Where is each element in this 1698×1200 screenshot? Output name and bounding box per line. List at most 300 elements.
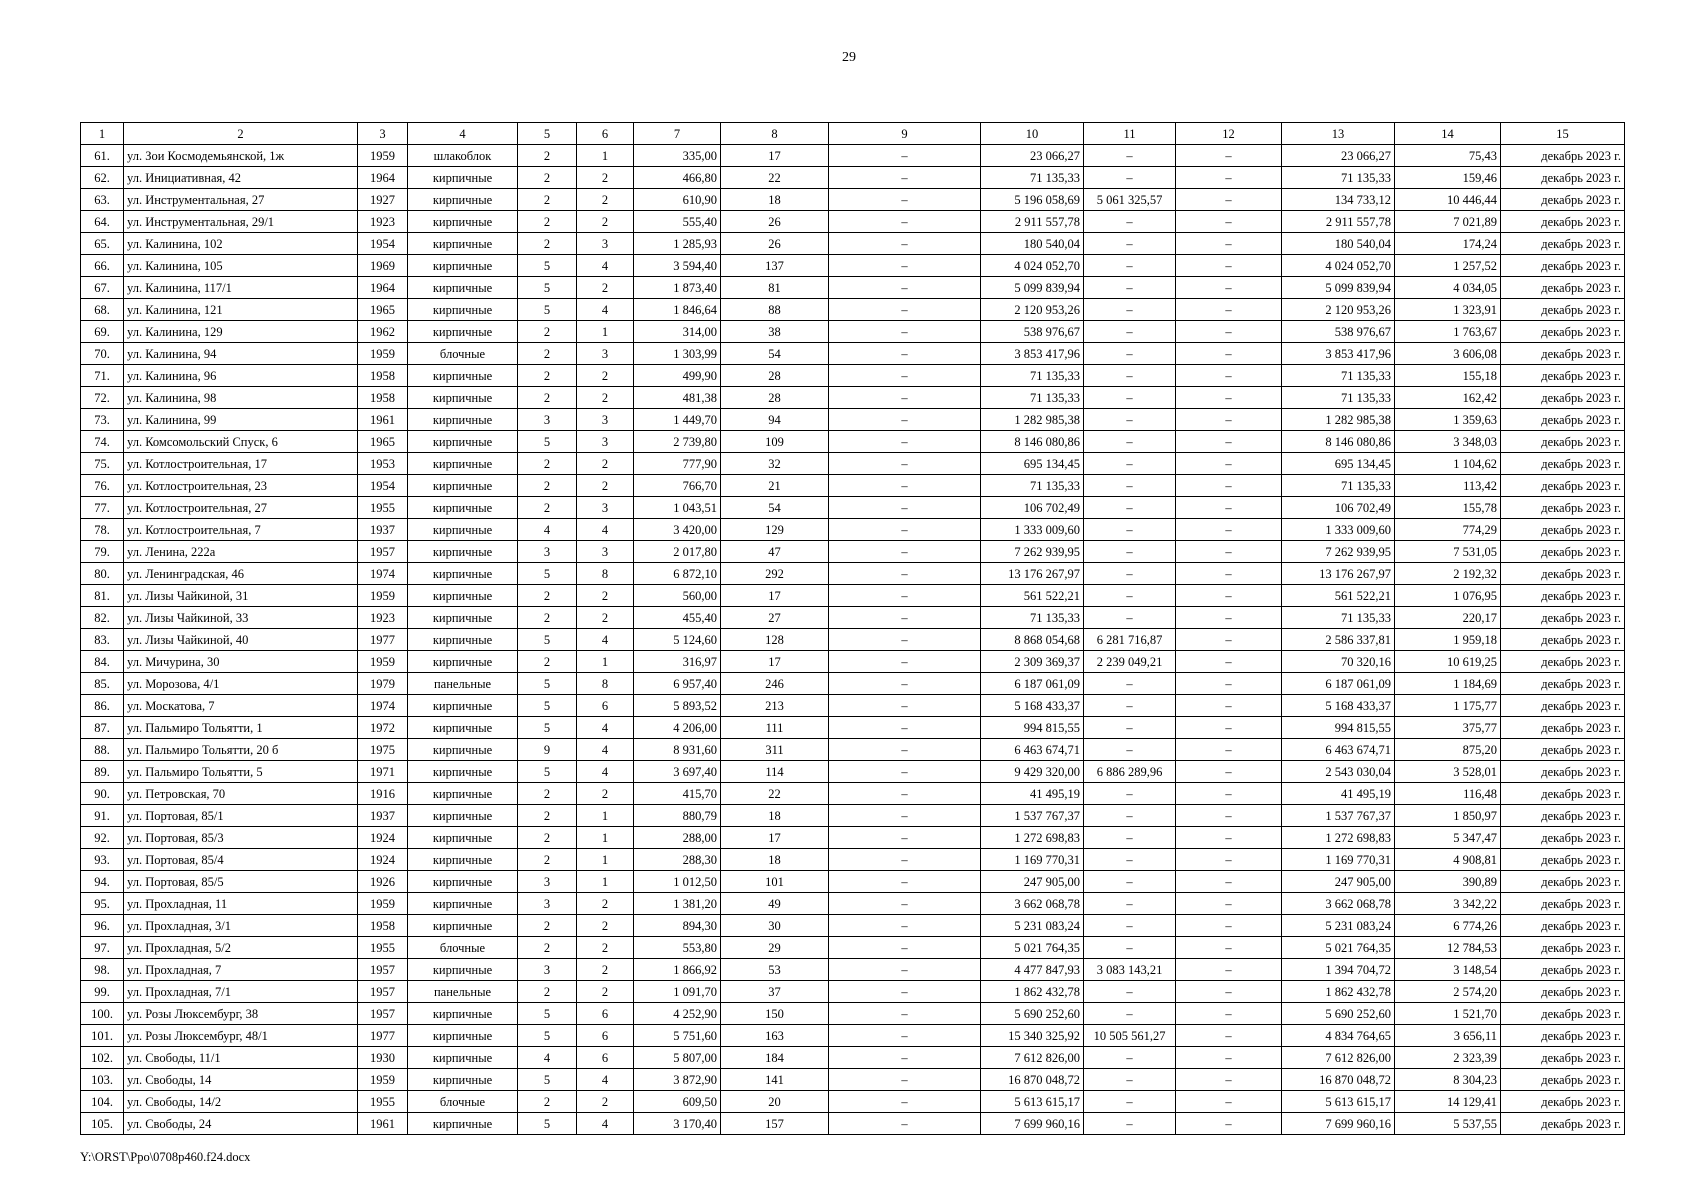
table-cell-col-13: 1 394 704,72 — [1282, 959, 1395, 981]
table-cell-col-3: 1955 — [358, 497, 408, 519]
table-row — [81, 409, 1625, 431]
table-cell-col-5: 5 — [518, 431, 577, 453]
table-cell-col-14: 12 784,53 — [1395, 937, 1501, 959]
table-cell-col-8: 32 — [721, 453, 829, 475]
table-cell-col-7: 1 303,99 — [634, 343, 721, 365]
table-row — [81, 1113, 1625, 1135]
table-cell-col-10: 7 699 960,16 — [981, 1113, 1084, 1135]
table-cell-col-8: 28 — [721, 387, 829, 409]
table-cell-col-10: 180 540,04 — [981, 233, 1084, 255]
table-row — [81, 365, 1625, 387]
table-cell-col-1: 102. — [81, 1047, 124, 1069]
table-cell-col-4: кирпичные — [408, 739, 518, 761]
table-cell-col-10: 23 066,27 — [981, 145, 1084, 167]
table-cell-col-15: декабрь 2023 г. — [1501, 233, 1625, 255]
table-cell-col-7: 3 420,00 — [634, 519, 721, 541]
table-cell-col-1: 81. — [81, 585, 124, 607]
table-cell-col-11: – — [1084, 1069, 1176, 1091]
table-cell-col-12: – — [1176, 871, 1282, 893]
table-cell-col-9: – — [829, 321, 981, 343]
table-cell-col-5: 2 — [518, 167, 577, 189]
table-cell-col-13: 71 135,33 — [1282, 365, 1395, 387]
table-cell-col-14: 75,43 — [1395, 145, 1501, 167]
table-cell-col-2: ул. Калинина, 121 — [124, 299, 358, 321]
table-cell-col-2: ул. Калинина, 117/1 — [124, 277, 358, 299]
table-cell-col-9: – — [829, 233, 981, 255]
table-cell-col-7: 766,70 — [634, 475, 721, 497]
table-cell-col-2: ул. Пальмиро Тольятти, 1 — [124, 717, 358, 739]
table-row — [81, 475, 1625, 497]
table-cell-col-12: – — [1176, 541, 1282, 563]
table-cell-col-11: – — [1084, 563, 1176, 585]
table-cell-col-10: 71 135,33 — [981, 167, 1084, 189]
table-cell-col-8: 129 — [721, 519, 829, 541]
table-cell-col-9: – — [829, 167, 981, 189]
table-cell-col-7: 6 872,10 — [634, 563, 721, 585]
table-cell-col-9: – — [829, 783, 981, 805]
table-cell-col-9: – — [829, 739, 981, 761]
table-cell-col-4: блочные — [408, 343, 518, 365]
table-cell-col-1: 64. — [81, 211, 124, 233]
table-cell-col-3: 1955 — [358, 1091, 408, 1113]
table-cell-col-10: 5 613 615,17 — [981, 1091, 1084, 1113]
table-cell-col-8: 109 — [721, 431, 829, 453]
table-cell-col-1: 69. — [81, 321, 124, 343]
table-cell-col-3: 1937 — [358, 805, 408, 827]
table-cell-col-3: 1953 — [358, 453, 408, 475]
table-cell-col-3: 1957 — [358, 1003, 408, 1025]
table-row — [81, 915, 1625, 937]
table-cell-col-3: 1954 — [358, 233, 408, 255]
table-cell-col-14: 390,89 — [1395, 871, 1501, 893]
table-cell-col-3: 1975 — [358, 739, 408, 761]
column-header-6: 6 — [577, 123, 634, 145]
table-row — [81, 937, 1625, 959]
table-cell-col-15: декабрь 2023 г. — [1501, 1047, 1625, 1069]
table-cell-col-10: 106 702,49 — [981, 497, 1084, 519]
table-cell-col-1: 62. — [81, 167, 124, 189]
table-row — [81, 387, 1625, 409]
table-cell-col-4: кирпичные — [408, 541, 518, 563]
table-cell-col-13: 5 231 083,24 — [1282, 915, 1395, 937]
table-cell-col-5: 5 — [518, 255, 577, 277]
table-cell-col-12: – — [1176, 431, 1282, 453]
table-cell-col-11: – — [1084, 981, 1176, 1003]
table-cell-col-3: 1957 — [358, 541, 408, 563]
table-cell-col-2: ул. Ленинградская, 46 — [124, 563, 358, 585]
table-cell-col-6: 8 — [577, 563, 634, 585]
table-cell-col-4: кирпичные — [408, 849, 518, 871]
table-cell-col-5: 3 — [518, 893, 577, 915]
table-cell-col-15: декабрь 2023 г. — [1501, 739, 1625, 761]
table-row — [81, 563, 1625, 585]
table-cell-col-4: кирпичные — [408, 1003, 518, 1025]
table-cell-col-6: 6 — [577, 695, 634, 717]
table-cell-col-7: 288,30 — [634, 849, 721, 871]
table-cell-col-3: 1977 — [358, 1025, 408, 1047]
table-cell-col-8: 37 — [721, 981, 829, 1003]
table-cell-col-10: 15 340 325,92 — [981, 1025, 1084, 1047]
table-cell-col-4: кирпичные — [408, 629, 518, 651]
table-cell-col-4: кирпичные — [408, 1113, 518, 1135]
table-cell-col-11: – — [1084, 321, 1176, 343]
table-cell-col-15: декабрь 2023 г. — [1501, 915, 1625, 937]
table-cell-col-2: ул. Прохладная, 3/1 — [124, 915, 358, 937]
table-cell-col-10: 6 187 061,09 — [981, 673, 1084, 695]
table-cell-col-1: 73. — [81, 409, 124, 431]
column-header-13: 13 — [1282, 123, 1395, 145]
column-header-7: 7 — [634, 123, 721, 145]
table-cell-col-2: ул. Прохладная, 11 — [124, 893, 358, 915]
table-cell-col-11: 6 886 289,96 — [1084, 761, 1176, 783]
table-cell-col-5: 2 — [518, 607, 577, 629]
table-cell-col-12: – — [1176, 387, 1282, 409]
table-cell-col-5: 2 — [518, 211, 577, 233]
table-cell-col-10: 71 135,33 — [981, 607, 1084, 629]
table-cell-col-4: кирпичные — [408, 189, 518, 211]
table-cell-col-10: 1 333 009,60 — [981, 519, 1084, 541]
table-cell-col-6: 3 — [577, 343, 634, 365]
table-cell-col-7: 6 957,40 — [634, 673, 721, 695]
table-cell-col-7: 3 170,40 — [634, 1113, 721, 1135]
table-cell-col-6: 2 — [577, 937, 634, 959]
table-cell-col-10: 1 169 770,31 — [981, 849, 1084, 871]
table-row — [81, 453, 1625, 475]
table-cell-col-13: 5 021 764,35 — [1282, 937, 1395, 959]
table-cell-col-2: ул. Свободы, 14/2 — [124, 1091, 358, 1113]
table-cell-col-4: кирпичные — [408, 1047, 518, 1069]
table-cell-col-14: 162,42 — [1395, 387, 1501, 409]
column-header-11: 11 — [1084, 123, 1176, 145]
table-cell-col-13: 1 333 009,60 — [1282, 519, 1395, 541]
table-cell-col-7: 609,50 — [634, 1091, 721, 1113]
table-cell-col-15: декабрь 2023 г. — [1501, 805, 1625, 827]
table-cell-col-2: ул. Портовая, 85/4 — [124, 849, 358, 871]
table-cell-col-13: 3 853 417,96 — [1282, 343, 1395, 365]
table-cell-col-11: – — [1084, 739, 1176, 761]
table-row — [81, 167, 1625, 189]
table-cell-col-15: декабрь 2023 г. — [1501, 761, 1625, 783]
table-cell-col-14: 5 347,47 — [1395, 827, 1501, 849]
table-cell-col-3: 1959 — [358, 343, 408, 365]
table-cell-col-11: – — [1084, 211, 1176, 233]
table-cell-col-13: 2 911 557,78 — [1282, 211, 1395, 233]
table-cell-col-3: 1926 — [358, 871, 408, 893]
table-cell-col-9: – — [829, 409, 981, 431]
table-cell-col-3: 1958 — [358, 915, 408, 937]
table-cell-col-15: декабрь 2023 г. — [1501, 849, 1625, 871]
table-cell-col-7: 5 893,52 — [634, 695, 721, 717]
table-cell-col-12: – — [1176, 717, 1282, 739]
table-cell-col-1: 67. — [81, 277, 124, 299]
table-cell-col-14: 159,46 — [1395, 167, 1501, 189]
table-cell-col-6: 2 — [577, 915, 634, 937]
table-cell-col-8: 163 — [721, 1025, 829, 1047]
table-cell-col-4: кирпичные — [408, 167, 518, 189]
table-cell-col-7: 1 846,64 — [634, 299, 721, 321]
table-cell-col-8: 26 — [721, 211, 829, 233]
table-cell-col-13: 106 702,49 — [1282, 497, 1395, 519]
column-header-1: 1 — [81, 123, 124, 145]
table-cell-col-5: 2 — [518, 915, 577, 937]
table-cell-col-13: 5 690 252,60 — [1282, 1003, 1395, 1025]
table-cell-col-7: 2 739,80 — [634, 431, 721, 453]
table-cell-col-10: 16 870 048,72 — [981, 1069, 1084, 1091]
table-cell-col-13: 7 699 960,16 — [1282, 1113, 1395, 1135]
table-cell-col-8: 17 — [721, 585, 829, 607]
table-cell-col-7: 415,70 — [634, 783, 721, 805]
table-cell-col-6: 2 — [577, 211, 634, 233]
table-cell-col-2: ул. Лизы Чайкиной, 31 — [124, 585, 358, 607]
table-row — [81, 717, 1625, 739]
table-cell-col-14: 155,78 — [1395, 497, 1501, 519]
table-cell-col-12: – — [1176, 255, 1282, 277]
table-cell-col-7: 1 873,40 — [634, 277, 721, 299]
table-cell-col-15: декабрь 2023 г. — [1501, 937, 1625, 959]
table-cell-col-3: 1959 — [358, 651, 408, 673]
table-cell-col-9: – — [829, 937, 981, 959]
table-cell-col-14: 14 129,41 — [1395, 1091, 1501, 1113]
table-cell-col-15: декабрь 2023 г. — [1501, 827, 1625, 849]
table-cell-col-8: 101 — [721, 871, 829, 893]
table-cell-col-12: – — [1176, 673, 1282, 695]
table-cell-col-14: 375,77 — [1395, 717, 1501, 739]
table-cell-col-5: 5 — [518, 1069, 577, 1091]
table-cell-col-7: 1 866,92 — [634, 959, 721, 981]
table-row — [81, 585, 1625, 607]
table-cell-col-8: 47 — [721, 541, 829, 563]
table-cell-col-13: 5 168 433,37 — [1282, 695, 1395, 717]
table-cell-col-2: ул. Лизы Чайкиной, 33 — [124, 607, 358, 629]
table-cell-col-10: 5 690 252,60 — [981, 1003, 1084, 1025]
table-cell-col-1: 95. — [81, 893, 124, 915]
table-cell-col-12: – — [1176, 497, 1282, 519]
table-cell-col-15: декабрь 2023 г. — [1501, 1091, 1625, 1113]
table-cell-col-6: 2 — [577, 1091, 634, 1113]
table-cell-col-5: 3 — [518, 409, 577, 431]
table-cell-col-1: 66. — [81, 255, 124, 277]
table-row — [81, 783, 1625, 805]
table-cell-col-2: ул. Прохладная, 7/1 — [124, 981, 358, 1003]
table-cell-col-4: панельные — [408, 981, 518, 1003]
table-cell-col-6: 4 — [577, 629, 634, 651]
table-row — [81, 981, 1625, 1003]
table-cell-col-9: – — [829, 827, 981, 849]
table-row — [81, 519, 1625, 541]
table-cell-col-14: 2 323,39 — [1395, 1047, 1501, 1069]
table-cell-col-15: декабрь 2023 г. — [1501, 255, 1625, 277]
table-cell-col-14: 2 192,32 — [1395, 563, 1501, 585]
table-cell-col-8: 17 — [721, 651, 829, 673]
table-cell-col-6: 1 — [577, 805, 634, 827]
table-cell-col-9: – — [829, 1091, 981, 1113]
table-cell-col-4: кирпичные — [408, 915, 518, 937]
table-cell-col-14: 1 323,91 — [1395, 299, 1501, 321]
table-cell-col-3: 1927 — [358, 189, 408, 211]
table-cell-col-1: 97. — [81, 937, 124, 959]
table-cell-col-12: – — [1176, 563, 1282, 585]
table-cell-col-5: 2 — [518, 585, 577, 607]
table-row — [81, 959, 1625, 981]
table-cell-col-7: 335,00 — [634, 145, 721, 167]
table-cell-col-3: 1969 — [358, 255, 408, 277]
table-cell-col-6: 1 — [577, 145, 634, 167]
table-cell-col-8: 18 — [721, 189, 829, 211]
table-cell-col-1: 85. — [81, 673, 124, 695]
table-cell-col-1: 105. — [81, 1113, 124, 1135]
table-cell-col-2: ул. Котлостроительная, 17 — [124, 453, 358, 475]
table-cell-col-8: 22 — [721, 783, 829, 805]
table-cell-col-4: кирпичные — [408, 959, 518, 981]
table-cell-col-3: 1974 — [358, 563, 408, 585]
table-row — [81, 145, 1625, 167]
table-row — [81, 871, 1625, 893]
table-cell-col-12: – — [1176, 1025, 1282, 1047]
table-cell-col-9: – — [829, 959, 981, 981]
table-cell-col-15: декабрь 2023 г. — [1501, 343, 1625, 365]
table-cell-col-4: кирпичные — [408, 299, 518, 321]
table-cell-col-6: 3 — [577, 431, 634, 453]
table-cell-col-13: 1 169 770,31 — [1282, 849, 1395, 871]
table-cell-col-7: 314,00 — [634, 321, 721, 343]
table-cell-col-15: декабрь 2023 г. — [1501, 277, 1625, 299]
table-cell-col-8: 26 — [721, 233, 829, 255]
table-cell-col-3: 1971 — [358, 761, 408, 783]
table-cell-col-13: 23 066,27 — [1282, 145, 1395, 167]
table-cell-col-4: кирпичные — [408, 211, 518, 233]
table-cell-col-1: 87. — [81, 717, 124, 739]
table-cell-col-1: 91. — [81, 805, 124, 827]
table-cell-col-14: 7 021,89 — [1395, 211, 1501, 233]
table-cell-col-6: 2 — [577, 475, 634, 497]
table-row — [81, 189, 1625, 211]
table-cell-col-12: – — [1176, 365, 1282, 387]
table-cell-col-13: 13 176 267,97 — [1282, 563, 1395, 585]
table-cell-col-3: 1961 — [358, 409, 408, 431]
table-cell-col-12: – — [1176, 739, 1282, 761]
table-cell-col-11: 3 083 143,21 — [1084, 959, 1176, 981]
table-cell-col-14: 155,18 — [1395, 365, 1501, 387]
table-cell-col-11: – — [1084, 453, 1176, 475]
table-cell-col-10: 2 309 369,37 — [981, 651, 1084, 673]
table-cell-col-11: – — [1084, 431, 1176, 453]
table-cell-col-11: – — [1084, 1091, 1176, 1113]
table-cell-col-4: панельные — [408, 673, 518, 695]
column-header-3: 3 — [358, 123, 408, 145]
table-cell-col-15: декабрь 2023 г. — [1501, 1003, 1625, 1025]
table-cell-col-5: 5 — [518, 1003, 577, 1025]
table-cell-col-2: ул. Калинина, 129 — [124, 321, 358, 343]
table-cell-col-11: – — [1084, 937, 1176, 959]
table-cell-col-11: – — [1084, 365, 1176, 387]
table-cell-col-2: ул. Свободы, 14 — [124, 1069, 358, 1091]
table-cell-col-12: – — [1176, 585, 1282, 607]
table-cell-col-12: – — [1176, 607, 1282, 629]
table-cell-col-2: ул. Комсомольский Спуск, 6 — [124, 431, 358, 453]
table-cell-col-8: 137 — [721, 255, 829, 277]
table-row — [81, 761, 1625, 783]
table-cell-col-7: 4 206,00 — [634, 717, 721, 739]
table-cell-col-3: 1972 — [358, 717, 408, 739]
table-cell-col-6: 3 — [577, 233, 634, 255]
table-cell-col-10: 247 905,00 — [981, 871, 1084, 893]
table-cell-col-10: 8 868 054,68 — [981, 629, 1084, 651]
table-cell-col-6: 2 — [577, 585, 634, 607]
table-cell-col-10: 71 135,33 — [981, 387, 1084, 409]
table-cell-col-11: – — [1084, 673, 1176, 695]
table-row — [81, 1025, 1625, 1047]
table-cell-col-9: – — [829, 607, 981, 629]
table-cell-col-7: 4 252,90 — [634, 1003, 721, 1025]
table-cell-col-14: 3 656,11 — [1395, 1025, 1501, 1047]
table-cell-col-6: 8 — [577, 673, 634, 695]
table-cell-col-10: 13 176 267,97 — [981, 563, 1084, 585]
table-cell-col-1: 82. — [81, 607, 124, 629]
table-row — [81, 277, 1625, 299]
table-cell-col-5: 5 — [518, 563, 577, 585]
table-cell-col-15: декабрь 2023 г. — [1501, 871, 1625, 893]
table-cell-col-7: 288,00 — [634, 827, 721, 849]
table-cell-col-15: декабрь 2023 г. — [1501, 959, 1625, 981]
table-cell-col-1: 70. — [81, 343, 124, 365]
table-cell-col-11: – — [1084, 607, 1176, 629]
table-cell-col-1: 101. — [81, 1025, 124, 1047]
table-cell-col-9: – — [829, 387, 981, 409]
table-cell-col-15: декабрь 2023 г. — [1501, 563, 1625, 585]
table-cell-col-15: декабрь 2023 г. — [1501, 893, 1625, 915]
table-cell-col-3: 1923 — [358, 607, 408, 629]
table-cell-col-14: 7 531,05 — [1395, 541, 1501, 563]
table-cell-col-14: 1 175,77 — [1395, 695, 1501, 717]
table-cell-col-1: 83. — [81, 629, 124, 651]
column-header-9: 9 — [829, 123, 981, 145]
table-cell-col-13: 994 815,55 — [1282, 717, 1395, 739]
table-cell-col-1: 74. — [81, 431, 124, 453]
table-cell-col-2: ул. Инициативная, 42 — [124, 167, 358, 189]
table-cell-col-12: – — [1176, 343, 1282, 365]
table-cell-col-7: 1 285,93 — [634, 233, 721, 255]
table-cell-col-13: 70 320,16 — [1282, 651, 1395, 673]
table-cell-col-14: 875,20 — [1395, 739, 1501, 761]
table-cell-col-6: 1 — [577, 849, 634, 871]
table-cell-col-2: ул. Портовая, 85/5 — [124, 871, 358, 893]
table-cell-col-15: декабрь 2023 г. — [1501, 431, 1625, 453]
table-cell-col-3: 1937 — [358, 519, 408, 541]
table-cell-col-7: 5 751,60 — [634, 1025, 721, 1047]
table-cell-col-5: 5 — [518, 277, 577, 299]
table-cell-col-7: 1 381,20 — [634, 893, 721, 915]
table-cell-col-7: 1 091,70 — [634, 981, 721, 1003]
table-cell-col-13: 2 120 953,26 — [1282, 299, 1395, 321]
table-cell-col-5: 5 — [518, 629, 577, 651]
table-cell-col-5: 2 — [518, 189, 577, 211]
table-cell-col-5: 2 — [518, 1091, 577, 1113]
table-cell-col-1: 77. — [81, 497, 124, 519]
table-row — [81, 893, 1625, 915]
table-cell-col-7: 880,79 — [634, 805, 721, 827]
table-cell-col-10: 6 463 674,71 — [981, 739, 1084, 761]
table-cell-col-6: 2 — [577, 365, 634, 387]
table-cell-col-14: 1 104,62 — [1395, 453, 1501, 475]
table-cell-col-1: 98. — [81, 959, 124, 981]
table-cell-col-14: 1 359,63 — [1395, 409, 1501, 431]
table-cell-col-10: 1 862 432,78 — [981, 981, 1084, 1003]
table-cell-col-15: декабрь 2023 г. — [1501, 1113, 1625, 1135]
table-cell-col-2: ул. Петровская, 70 — [124, 783, 358, 805]
table-cell-col-4: кирпичные — [408, 827, 518, 849]
table-cell-col-9: – — [829, 695, 981, 717]
table-cell-col-11: – — [1084, 233, 1176, 255]
